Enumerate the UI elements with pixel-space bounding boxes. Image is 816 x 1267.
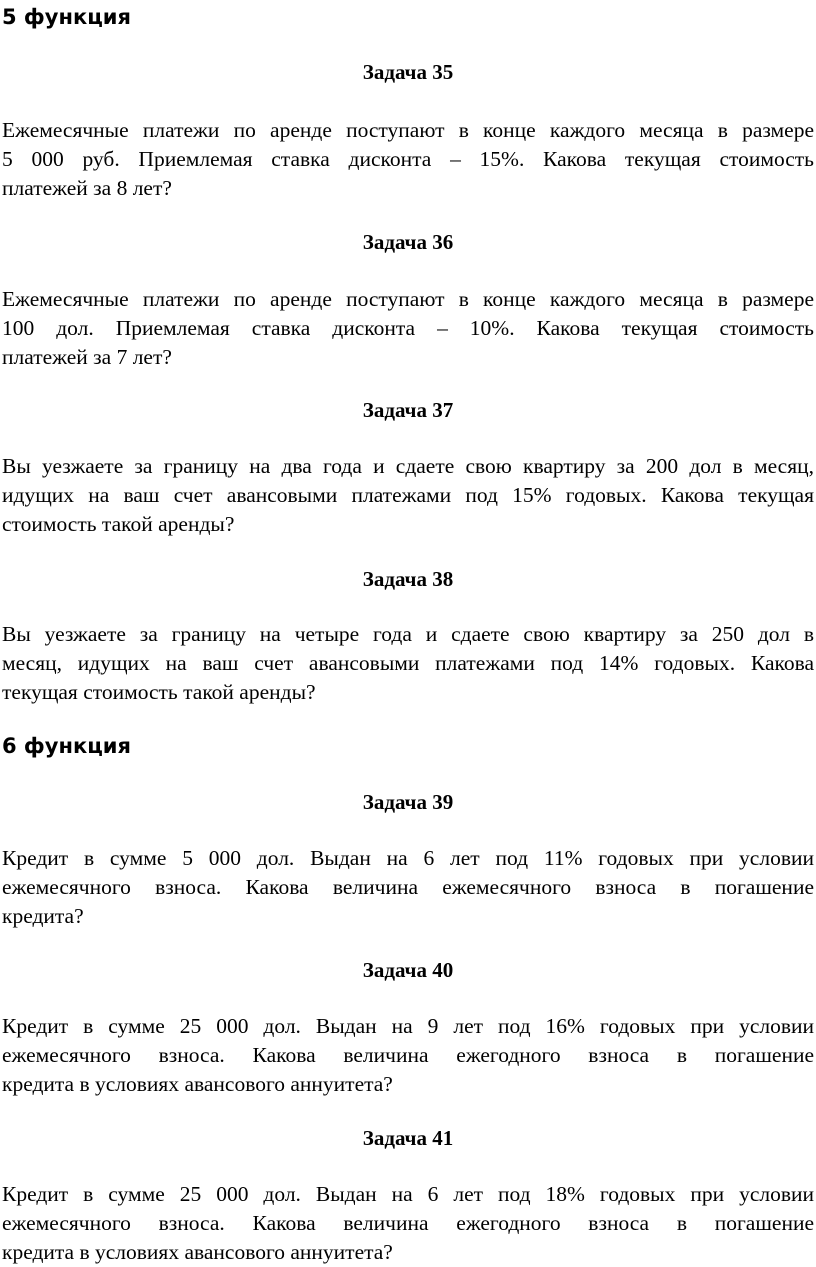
text-line: платежей за 7 лет? [2,345,172,369]
text-line: кредита? [2,904,84,928]
task-text-37 [2,452,814,539]
text-line: месяц, идущих на ваш счет авансовыми платежами под 14% годовых. Какова [2,651,814,675]
text-line: ежемесячного взноса. Какова величина ежегодного взноса в погашение [2,1043,814,1067]
text-line: идущих на ваш счет авансовыми платежами под 15% годовых. Какова текущая [2,483,814,507]
text-line: Ежемесячные платежи по аренде поступают в конце каждого месяца в размере [2,118,814,142]
task-title-38: Задача 38 [362,567,454,591]
section-heading-6: 6 функция [2,734,131,758]
text-line: ежемесячного взноса. Какова величина ежегодного взноса в погашение [2,1211,814,1235]
task-title-41: Задача 41 [362,1126,454,1150]
text-line: платежей за 8 лет? [2,176,172,200]
task-text-40 [2,1012,814,1099]
text-line: кредита в условиях авансового аннуитета? [2,1072,393,1096]
text-line: Вы уезжаете за границу на четыре года и сдаете свою квартиру за 250 дол в [2,622,814,646]
text-line: 100 дол. Приемлемая ставка дисконта – 10%. Какова текущая стоимость [2,316,814,340]
task-title-35: Задача 35 [362,60,454,84]
text-line: 5 000 руб. Приемлемая ставка дисконта – 15%. Какова текущая стоимость [2,147,814,171]
text-line: Кредит в сумме 25 000 дол. Выдан на 9 лет под 16% годовых при условии [2,1014,814,1038]
task-title-40: Задача 40 [362,958,454,982]
text-line: ежемесячного взноса. Какова величина ежемесячного взноса в погашение [2,875,814,899]
task-title-37: Задача 37 [362,398,454,422]
task-text-35 [2,116,814,203]
text-line: Вы уезжаете за границу на два года и сдаете свою квартиру за 200 дол в месяц, [2,454,814,478]
task-title-39: Задача 39 [362,790,454,814]
section-heading-5: 5 функция [2,5,131,29]
text-line: Кредит в сумме 5 000 дол. Выдан на 6 лет под 11% годовых при условии [2,846,814,870]
text-line: текущая стоимость такой аренды? [2,680,316,704]
task-text-36 [2,285,814,372]
text-line: Кредит в сумме 25 000 дол. Выдан на 6 лет под 18% годовых при условии [2,1182,814,1206]
task-title-36: Задача 36 [362,230,454,254]
task-text-38 [2,620,814,707]
text-line: кредита в условиях авансового аннуитета? [2,1240,393,1264]
text-line: Ежемесячные платежи по аренде поступают в конце каждого месяца в размере [2,287,814,311]
task-text-41 [2,1180,814,1267]
text-line: стоимость такой аренды? [2,512,235,536]
task-text-39 [2,844,814,931]
